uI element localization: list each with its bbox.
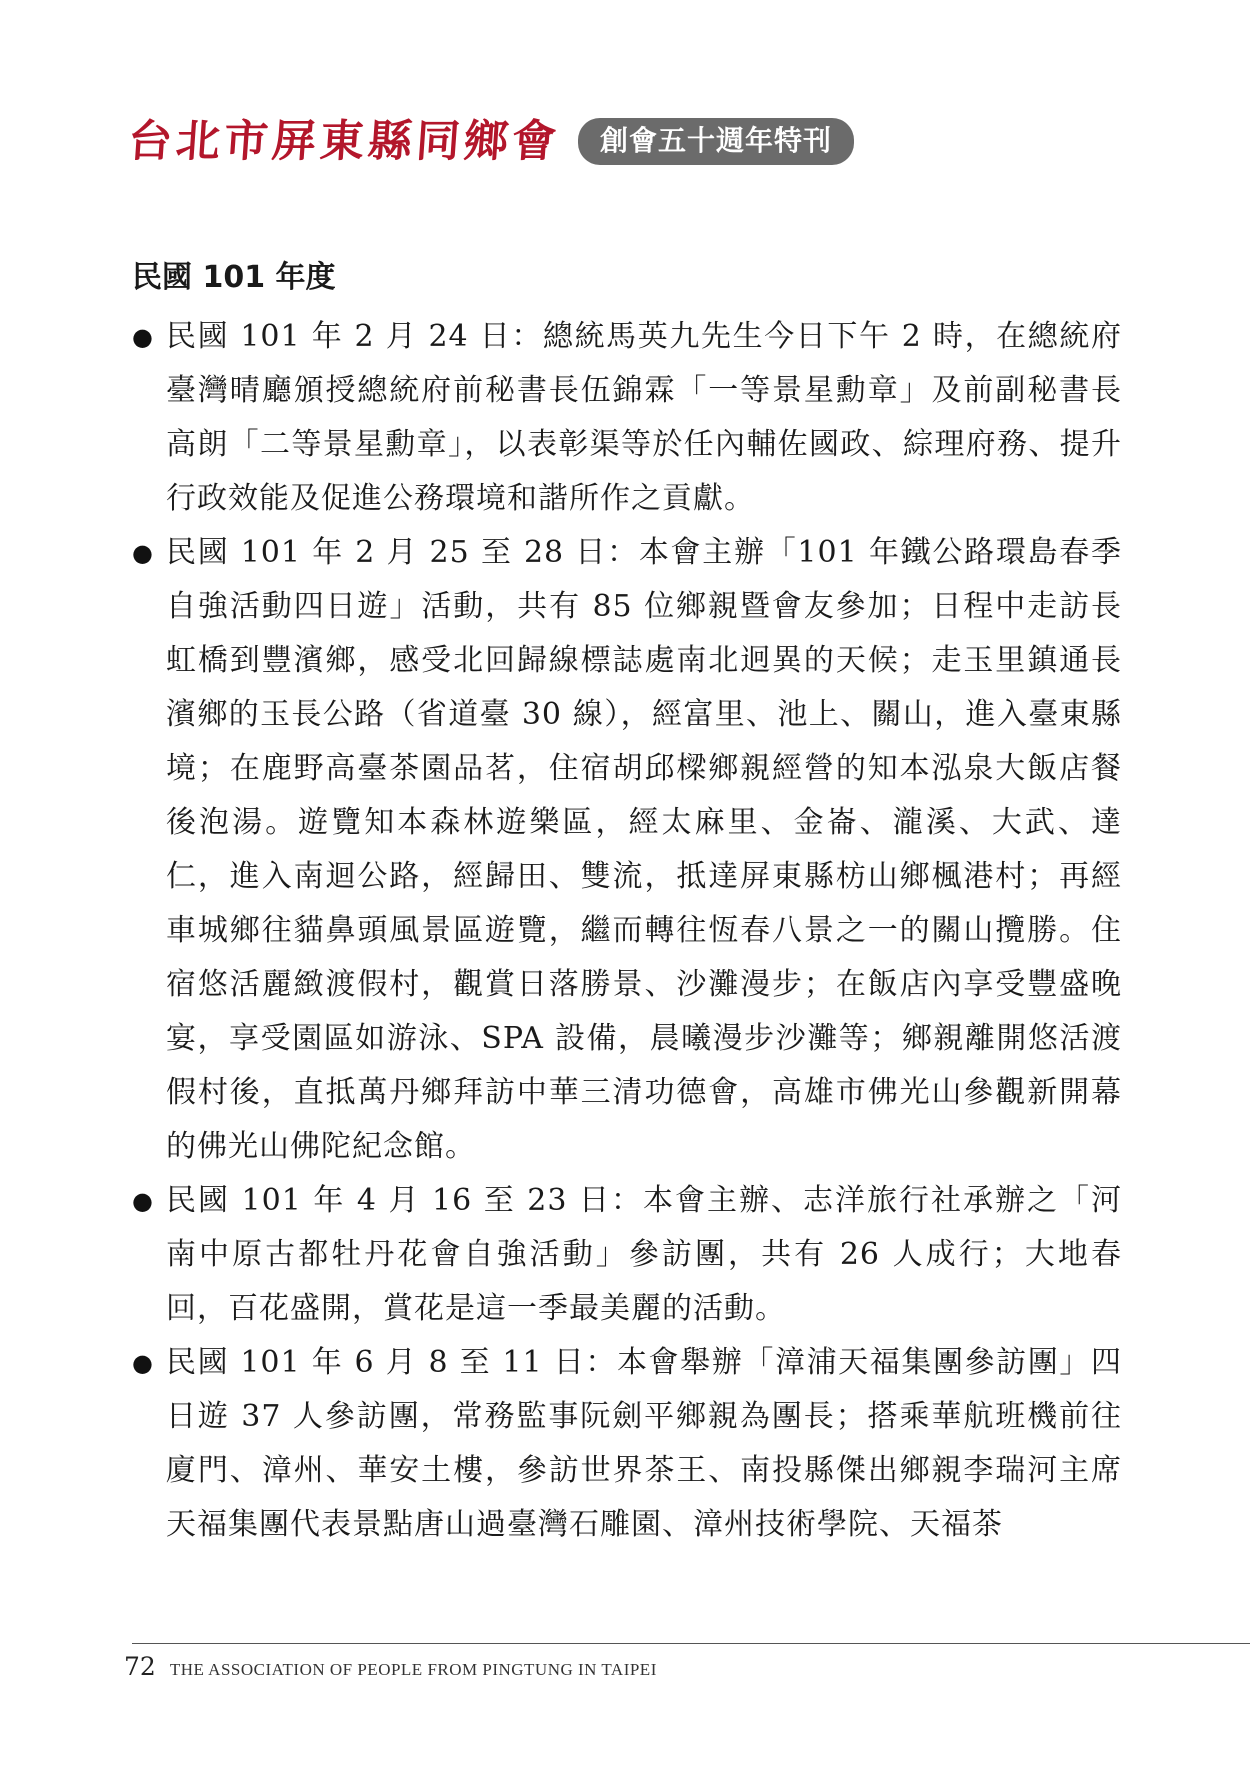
page-footer [124, 1652, 657, 1681]
association-title: 台北市屏東縣同鄉會 [126, 115, 562, 167]
page-number: 72 [124, 1652, 156, 1681]
entry-text: 民國 101 年 4 月 16 至 23 日：本會主辦、志洋旅行社承辦之「河南中原古都牡丹花會自強活動」參訪團，共有 26 人成行；大地春回，百花盛開，賞花是這一季最美麗的活動。 [166, 1183, 1122, 1326]
bullet-icon: ● [132, 1187, 153, 1215]
article-body [132, 258, 1122, 1552]
list-item [132, 310, 1122, 526]
list-item [132, 1336, 1122, 1552]
entry-text: 民國 101 年 2 月 24 日：總統馬英九先生今日下午 2 時，在總統府臺灣晴廳頒授總統府前秘書長伍錦霖「一等景星勳章」及前副秘書長高朗「二等景星勳章」，以表彰渠等於任內輔佐國政、綜理府務、提升行政效能及促進公務環境和諧所作之貢獻。 [166, 319, 1122, 516]
footer-divider [132, 1643, 1250, 1644]
bullet-icon: ● [132, 323, 153, 351]
anniversary-badge: 創會五十週年特刊 [578, 118, 854, 165]
entry-text: 民國 101 年 6 月 8 至 11 日：本會舉辦「漳浦天福集團參訪團」四日遊 37 人參訪團，常務監事阮劍平鄉親為團長；搭乘華航班機前往廈門、漳州、華安土樓，參訪世界茶王、南投縣傑出鄉親李瑞河主席天福集團代表景點唐山過臺灣石雕園、漳州技術學院、天福茶 [166, 1345, 1122, 1542]
bullet-icon: ● [132, 539, 153, 567]
entry-text: 民國 101 年 2 月 25 至 28 日：本會主辦「101 年鐵公路環島春季自強活動四日遊」活動，共有 85 位鄉親暨會友參加；日程中走訪長虹橋到豐濱鄉，感受北回歸線標誌處南北迥異的天候；走玉里鎮通長濱鄉的玉長公路（省道臺 30 線），經富里、池上、關山，進入臺東縣境；在鹿野高臺茶園品茗，住宿胡邱樑鄉親經營的知本泓泉大飯店餐後泡湯。遊覽知本森林遊樂區，經太麻里、金崙、瀧溪、大武、達仁，進入南迴公路，經歸田、雙流，抵達屏東縣枋山鄉楓港村；再經車城鄉往貓鼻頭風景區遊覽，繼而轉往恆春八景之一的關山攬勝。住宿悠活麗緻渡假村，觀賞日落勝景、沙灘漫步；在飯店內享受豐盛晚宴，享受園區如游泳、SPA 設備，晨曦漫步沙灘等；鄉親離開悠活渡假村後，直抵萬丹鄉拜訪中華三清功德會，高雄市佛光山參觀新開幕的佛光山佛陀紀念館。 [166, 535, 1122, 1164]
list-item [132, 1174, 1122, 1336]
publication-name: THE ASSOCIATION OF PEOPLE FROM PINGTUNG IN TAIPEI [169, 1660, 657, 1679]
page-header [126, 115, 854, 167]
bullet-icon: ● [132, 1349, 153, 1377]
section-heading: 民國 101 年度 [132, 260, 336, 295]
list-item [132, 526, 1122, 1174]
